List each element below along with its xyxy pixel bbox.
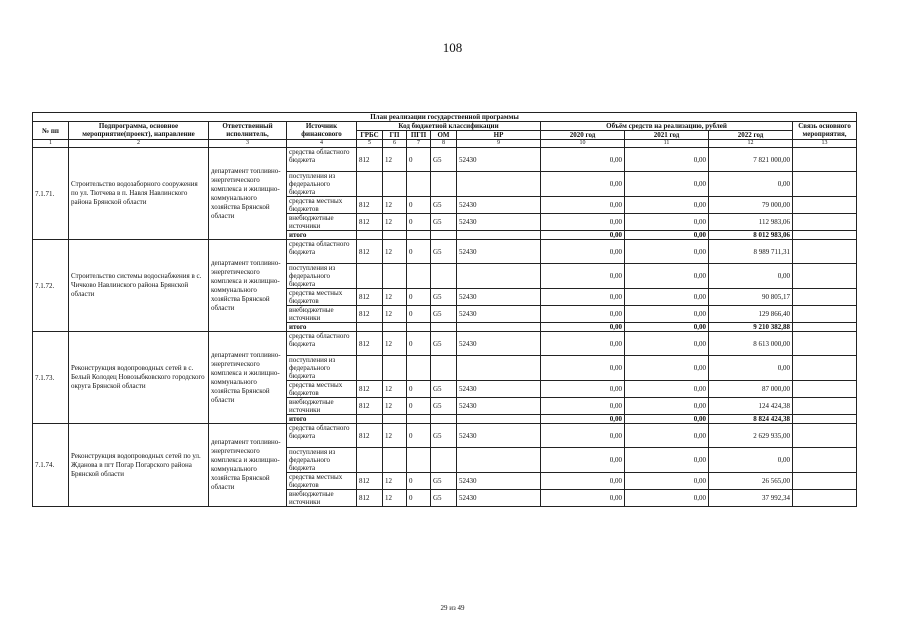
amount-cell: 0,00 [625, 264, 709, 289]
code-empty [407, 415, 431, 424]
code-gp: 12 [383, 214, 407, 231]
link-cell [793, 240, 857, 264]
code-empty [383, 448, 407, 473]
link-cell [793, 148, 857, 172]
item-number: 7.1.72. [33, 240, 69, 332]
amount-cell: 2 629 935,00 [709, 424, 793, 448]
funding-source: поступления из федерального бюджета [287, 448, 357, 473]
code-empty [431, 356, 457, 381]
amount-cell: 0,00 [541, 398, 625, 415]
total-amount: 0,00 [541, 231, 625, 240]
funding-source: средства областного бюджета [287, 240, 357, 264]
code-empty [431, 264, 457, 289]
code-empty [357, 415, 383, 424]
total-amount: 0,00 [541, 323, 625, 332]
funding-source: поступления из федерального бюджета [287, 264, 357, 289]
item-name: Реконструкция водопроводных сетей в с. Белый Колодец Новозыбковского городского округа Брянской области [69, 332, 209, 424]
amount-cell: 0,00 [541, 381, 625, 398]
link-cell [793, 356, 857, 381]
amount-cell: 7 821 000,00 [709, 148, 793, 172]
header-om: ОМ [431, 131, 457, 140]
code-pgp: 0 [407, 424, 431, 448]
code-om: G5 [431, 381, 457, 398]
amount-cell: 0,00 [625, 289, 709, 306]
code-grbs: 812 [357, 197, 383, 214]
plan-title: План реализации государственной программы [33, 113, 857, 122]
amount-cell: 0,00 [709, 172, 793, 197]
amount-cell: 0,00 [541, 356, 625, 381]
code-pgp: 0 [407, 398, 431, 415]
code-grbs: 812 [357, 148, 383, 172]
header-2020: 2020 год [541, 131, 625, 140]
total-amount: 0,00 [625, 323, 709, 332]
code-grbs: 812 [357, 473, 383, 490]
link-cell [793, 332, 857, 356]
code-empty [357, 264, 383, 289]
link-cell [793, 415, 857, 424]
amount-cell: 0,00 [625, 148, 709, 172]
item-executor: департамент топливно-энергетического комплекса и жилищно-коммунального хозяйства Брянской области [209, 332, 287, 424]
header-source: Источник финансового [287, 122, 357, 140]
code-pgp: 0 [407, 306, 431, 323]
code-empty [431, 448, 457, 473]
amount-cell: 0,00 [709, 448, 793, 473]
funding-source: внебюджетные источники [287, 398, 357, 415]
code-grbs: 812 [357, 490, 383, 507]
code-om: G5 [431, 490, 457, 507]
col-number: 7 [407, 140, 431, 148]
amount-cell: 37 992,34 [709, 490, 793, 507]
page-footer: 29 из 49 [440, 604, 465, 612]
code-nr: 52430 [457, 381, 541, 398]
code-empty [407, 323, 431, 332]
code-empty [457, 264, 541, 289]
header-2022: 2022 год [709, 131, 793, 140]
amount-cell: 0,00 [541, 448, 625, 473]
link-cell [793, 264, 857, 289]
code-empty [431, 172, 457, 197]
code-nr: 52430 [457, 490, 541, 507]
code-gp: 12 [383, 332, 407, 356]
header-no: № пп [33, 122, 69, 140]
amount-cell: 0,00 [625, 172, 709, 197]
total-amount: 8 012 983,06 [709, 231, 793, 240]
amount-cell: 0,00 [541, 240, 625, 264]
code-empty [357, 356, 383, 381]
header-nr: НР [457, 131, 541, 140]
code-empty [383, 172, 407, 197]
amount-cell: 0,00 [625, 424, 709, 448]
code-grbs: 812 [357, 289, 383, 306]
code-empty [383, 356, 407, 381]
amount-cell: 0,00 [541, 264, 625, 289]
page-number: 108 [442, 40, 463, 55]
link-cell [793, 306, 857, 323]
code-om: G5 [431, 289, 457, 306]
code-pgp: 0 [407, 381, 431, 398]
link-cell [793, 424, 857, 448]
total-amount: 0,00 [625, 231, 709, 240]
code-empty [457, 172, 541, 197]
total-amount: 8 824 424,38 [709, 415, 793, 424]
code-empty [383, 264, 407, 289]
amount-cell: 0,00 [625, 398, 709, 415]
code-om: G5 [431, 240, 457, 264]
total-label: итого [287, 231, 357, 240]
code-gp: 12 [383, 398, 407, 415]
code-grbs: 812 [357, 332, 383, 356]
code-empty [357, 448, 383, 473]
code-gp: 12 [383, 381, 407, 398]
amount-cell: 26 565,00 [709, 473, 793, 490]
code-om: G5 [431, 473, 457, 490]
code-grbs: 812 [357, 240, 383, 264]
header-2021: 2021 год [625, 131, 709, 140]
header-link: Связь основного мероприятия, [793, 122, 857, 140]
amount-cell: 0,00 [541, 172, 625, 197]
col-number: 9 [457, 140, 541, 148]
link-cell [793, 197, 857, 214]
code-empty [431, 415, 457, 424]
link-cell [793, 490, 857, 507]
item-name: Строительство водозаборного сооружения по ул. Тютчева в п. Навля Навлинского района Брянской области [69, 148, 209, 240]
code-om: G5 [431, 197, 457, 214]
amount-cell: 8 989 711,31 [709, 240, 793, 264]
amount-cell: 87 000,00 [709, 381, 793, 398]
amount-cell: 90 805,17 [709, 289, 793, 306]
code-nr: 52430 [457, 240, 541, 264]
header-volume: Объём средств на реализацию, рублей [541, 122, 793, 131]
code-empty [431, 323, 457, 332]
amount-cell: 0,00 [625, 240, 709, 264]
header-grbs: ГРБС [357, 131, 383, 140]
col-number: 10 [541, 140, 625, 148]
col-number: 12 [709, 140, 793, 148]
code-empty [383, 231, 407, 240]
funding-source: средства областного бюджета [287, 424, 357, 448]
link-cell [793, 473, 857, 490]
funding-source: внебюджетные источники [287, 306, 357, 323]
col-number: 8 [431, 140, 457, 148]
code-pgp: 0 [407, 197, 431, 214]
code-nr: 52430 [457, 398, 541, 415]
amount-cell: 0,00 [541, 197, 625, 214]
link-cell [793, 214, 857, 231]
total-amount: 9 210 382,88 [709, 323, 793, 332]
link-cell [793, 289, 857, 306]
link-cell [793, 398, 857, 415]
header-pgp: ПГП [407, 131, 431, 140]
code-empty [407, 231, 431, 240]
code-nr: 52430 [457, 197, 541, 214]
link-cell [793, 381, 857, 398]
code-gp: 12 [383, 240, 407, 264]
col-number: 6 [383, 140, 407, 148]
code-om: G5 [431, 332, 457, 356]
amount-cell: 79 000,00 [709, 197, 793, 214]
code-nr: 52430 [457, 473, 541, 490]
code-grbs: 812 [357, 214, 383, 231]
code-om: G5 [431, 424, 457, 448]
funding-source: средства областного бюджета [287, 332, 357, 356]
funding-source: внебюджетные источники [287, 490, 357, 507]
code-om: G5 [431, 306, 457, 323]
table-row [33, 148, 857, 172]
item-executor: департамент топливно-энергетического комплекса и жилищно-коммунального хозяйства Брянской области [209, 148, 287, 240]
funding-source: средства областного бюджета [287, 148, 357, 172]
col-number: 3 [209, 140, 287, 148]
code-empty [431, 231, 457, 240]
code-empty [357, 172, 383, 197]
code-gp: 12 [383, 306, 407, 323]
code-pgp: 0 [407, 332, 431, 356]
amount-cell: 0,00 [625, 197, 709, 214]
amount-cell: 0,00 [625, 306, 709, 323]
amount-cell: 0,00 [625, 448, 709, 473]
col-number: 11 [625, 140, 709, 148]
code-empty [457, 415, 541, 424]
table-row [33, 240, 857, 264]
code-empty [407, 448, 431, 473]
item-number: 7.1.74. [33, 424, 69, 507]
col-number: 13 [793, 140, 857, 148]
code-empty [457, 231, 541, 240]
code-empty [407, 264, 431, 289]
amount-cell: 0,00 [541, 306, 625, 323]
code-pgp: 0 [407, 473, 431, 490]
header-budget-code: Код бюджетной классификации [357, 122, 541, 131]
code-empty [457, 323, 541, 332]
code-pgp: 0 [407, 289, 431, 306]
header-executor: Ответственный исполнитель, [209, 122, 287, 140]
item-number: 7.1.73. [33, 332, 69, 424]
item-name: Реконструкция водопроводных сетей по ул. Жданова в пгт Погар Погарского района Брянской области [69, 424, 209, 507]
code-empty [457, 448, 541, 473]
code-om: G5 [431, 148, 457, 172]
total-amount: 0,00 [625, 415, 709, 424]
total-label: итого [287, 323, 357, 332]
code-gp: 12 [383, 473, 407, 490]
code-nr: 52430 [457, 148, 541, 172]
code-nr: 52430 [457, 214, 541, 231]
col-number: 2 [69, 140, 209, 148]
link-cell [793, 448, 857, 473]
amount-cell: 0,00 [541, 332, 625, 356]
code-pgp: 0 [407, 490, 431, 507]
link-cell [793, 323, 857, 332]
amount-cell: 0,00 [625, 473, 709, 490]
item-executor: департамент топливно-энергетического комплекса и жилищно-коммунального хозяйства Брянской области [209, 424, 287, 507]
amount-cell: 8 613 000,00 [709, 332, 793, 356]
table-row [33, 424, 857, 448]
col-number: 1 [33, 140, 69, 148]
amount-cell: 0,00 [541, 473, 625, 490]
funding-source: средства местных бюджетов [287, 197, 357, 214]
total-label: итого [287, 415, 357, 424]
code-grbs: 812 [357, 306, 383, 323]
code-nr: 52430 [457, 289, 541, 306]
funding-source: внебюджетные источники [287, 214, 357, 231]
code-pgp: 0 [407, 214, 431, 231]
amount-cell: 112 983,06 [709, 214, 793, 231]
funding-source: средства местных бюджетов [287, 473, 357, 490]
col-number: 5 [357, 140, 383, 148]
amount-cell: 0,00 [625, 381, 709, 398]
amount-cell: 0,00 [625, 490, 709, 507]
code-pgp: 0 [407, 240, 431, 264]
code-empty [357, 323, 383, 332]
header-gp: ГП [383, 131, 407, 140]
amount-cell: 124 424,38 [709, 398, 793, 415]
code-nr: 52430 [457, 332, 541, 356]
item-name: Строительство системы водоснабжения в с. Чичково Навлинского района Брянской области [69, 240, 209, 332]
amount-cell: 0,00 [541, 490, 625, 507]
code-empty [407, 356, 431, 381]
funding-source: средства местных бюджетов [287, 289, 357, 306]
code-empty [457, 356, 541, 381]
code-gp: 12 [383, 490, 407, 507]
code-grbs: 812 [357, 398, 383, 415]
code-gp: 12 [383, 289, 407, 306]
code-grbs: 812 [357, 381, 383, 398]
amount-cell: 0,00 [541, 214, 625, 231]
code-gp: 12 [383, 197, 407, 214]
code-grbs: 812 [357, 424, 383, 448]
funding-source: поступления из федерального бюджета [287, 172, 357, 197]
code-nr: 52430 [457, 424, 541, 448]
code-empty [383, 415, 407, 424]
amount-cell: 0,00 [541, 289, 625, 306]
amount-cell: 0,00 [541, 424, 625, 448]
code-empty [407, 172, 431, 197]
code-nr: 52430 [457, 306, 541, 323]
item-number: 7.1.71. [33, 148, 69, 240]
code-empty [357, 231, 383, 240]
code-empty [383, 323, 407, 332]
program-plan-table [32, 112, 856, 507]
table-row [33, 332, 857, 356]
code-om: G5 [431, 214, 457, 231]
amount-cell: 0,00 [625, 214, 709, 231]
code-gp: 12 [383, 424, 407, 448]
col-number: 4 [287, 140, 357, 148]
code-gp: 12 [383, 148, 407, 172]
amount-cell: 0,00 [625, 356, 709, 381]
code-pgp: 0 [407, 148, 431, 172]
header-subprogram: Подпрограмма, основное мероприятие(проект), направление [69, 122, 209, 140]
amount-cell: 129 866,40 [709, 306, 793, 323]
funding-source: средства местных бюджетов [287, 381, 357, 398]
amount-cell: 0,00 [709, 356, 793, 381]
amount-cell: 0,00 [625, 332, 709, 356]
amount-cell: 0,00 [541, 148, 625, 172]
link-cell [793, 172, 857, 197]
item-executor: департамент топливно-энергетического комплекса и жилищно-коммунального хозяйства Брянской области [209, 240, 287, 332]
funding-source: поступления из федерального бюджета [287, 356, 357, 381]
link-cell [793, 231, 857, 240]
code-om: G5 [431, 398, 457, 415]
amount-cell: 0,00 [709, 264, 793, 289]
total-amount: 0,00 [541, 415, 625, 424]
